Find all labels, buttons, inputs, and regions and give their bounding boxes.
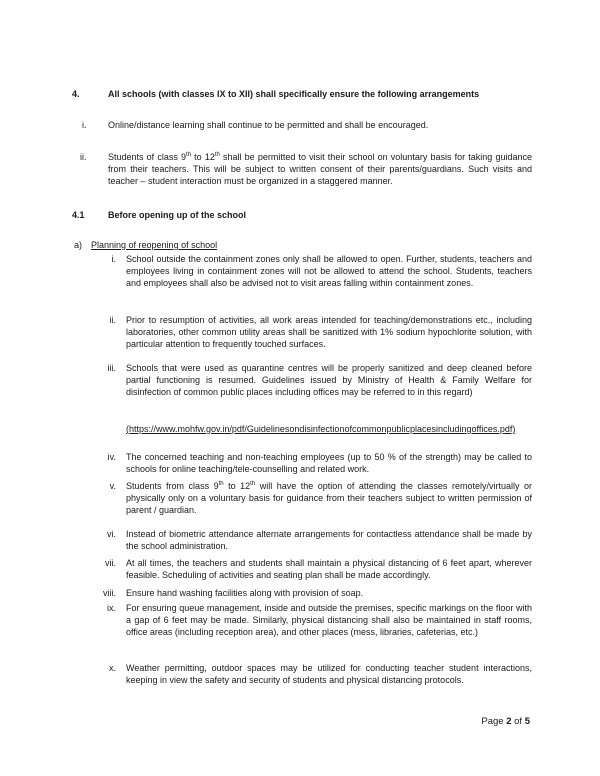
- list-item-text: At all times, the teachers and students shall maintain a physical distancing of 6 feet apart, wherever feasible. Scheduling of activities and seating plan shall be made accordingly.: [126, 558, 532, 581]
- page-number-footer: Page 2 of 5: [481, 716, 530, 727]
- list-item-number: iii.: [107, 363, 116, 373]
- list-item-number: ii.: [109, 315, 116, 325]
- list-item-number: viii.: [103, 588, 116, 598]
- subsection-a-letter: a): [74, 240, 83, 250]
- list-item-number: i.: [111, 254, 116, 264]
- list-item-text: The concerned teaching and non-teaching employees (up to 50 % of the strength) may be called to schools for online teaching/tele-counselling and related work.: [126, 452, 532, 475]
- section-4-item-ii-text: Students of class 9th to 12th shall be permitted to visit their school on voluntary basis for taking guidance from their teachers. This will be subject to written consent of their parents/guardians. Such visits and teacher – student interaction must be organized in a staggered manner.: [108, 152, 532, 187]
- section-4-item-i-number: i.: [82, 120, 87, 130]
- list-item-number: vi.: [107, 529, 116, 539]
- section-4-heading: All schools (with classes IX to XII) shall specifically ensure the following arrangements: [108, 89, 480, 99]
- list-item-text: Schools that were used as quarantine centres will be properly sanitized and deep cleaned before partial functioning is resumed. Guidelines issued by Ministry of Health & Family Welfare for disinfection of common public places including offices may be referred to in this regard): [126, 363, 532, 398]
- list-item-text: Prior to resumption of activities, all work areas intended for teaching/demonstrations etc., including laboratories, other common utility areas shall be sanitized with 1% sodium hypochlorite solution, with particular attention to frequently touched surfaces.: [126, 315, 532, 350]
- list-item-text: Ensure hand washing facilities along with provision of soap.: [126, 588, 364, 598]
- list-item-text: For ensuring queue management, inside and outside the premises, specific markings on the floor with a gap of 6 feet may be made. Similarly, physical distancing shall also be maintained in staff rooms, office areas (including reception area), and other places (mess, libraries, cafeterias, etc.): [126, 603, 532, 638]
- section-4-1-number: 4.1: [72, 210, 85, 220]
- list-item-number: v.: [109, 481, 116, 491]
- section-4-number: 4.: [72, 89, 80, 99]
- section-4-item-ii-number: ii.: [80, 152, 87, 162]
- list-item-text: Weather permitting, outdoor spaces may be utilized for conducting teacher student interactions, keeping in view the safety and security of students and physical distancing protocols.: [126, 663, 532, 686]
- list-item-number: iv.: [107, 452, 116, 462]
- list-item-text: Instead of biometric attendance alternate arrangements for contactless attendance shall be made by the school administration.: [126, 529, 532, 552]
- subsection-a-title: Planning of reopening of school: [91, 240, 218, 250]
- list-item-number: x.: [108, 663, 116, 673]
- list-item-number: ix.: [107, 603, 116, 613]
- list-item-number: vii.: [105, 558, 116, 568]
- section-4-1-heading: Before opening up of the school: [108, 210, 246, 220]
- list-item-text: Students from class 9th to 12th will have the option of attending the classes remotely/virtually or physically only on a voluntary basis for guidance from their teachers subject to written permission of parent / guardian.: [126, 481, 532, 516]
- mohfw-guidelines-link[interactable]: (https://www.mohfw.gov.in/pdf/Guidelinesondisinfectionofcommonpublicplacesincludingoffices.pdf): [126, 424, 516, 434]
- section-4-item-i-text: Online/distance learning shall continue to be permitted and shall be encouraged.: [108, 120, 429, 130]
- list-item-text: School outside the containment zones only shall be allowed to open. Further, students, teachers and employees living in containment zones will not be allowed to attend the school. Students, teachers and employees shall also be advised not to visit areas falling within containment zones.: [126, 254, 532, 289]
